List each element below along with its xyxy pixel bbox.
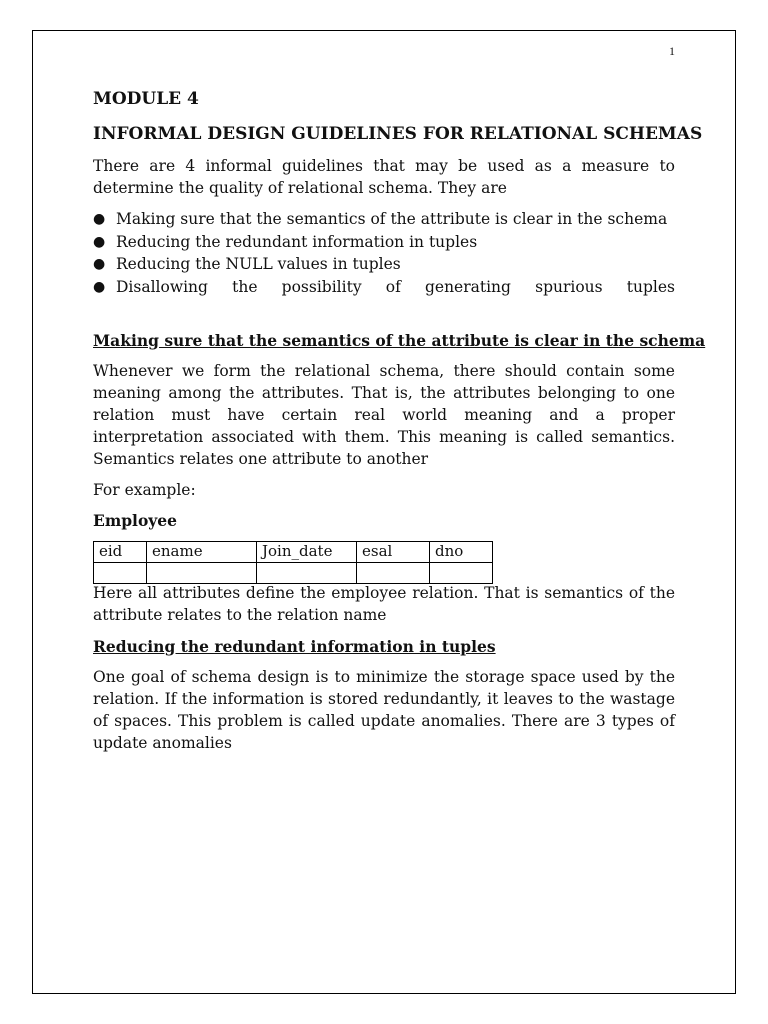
bullet-icon: ● (93, 233, 106, 250)
table-row (94, 542, 493, 563)
guidelines-list (93, 208, 675, 299)
table-cell (94, 563, 147, 584)
table-header-cell: esal (357, 542, 430, 563)
list-item (93, 276, 675, 299)
word: possibility (281, 278, 362, 297)
word: the (232, 278, 258, 297)
list-item (93, 231, 675, 254)
word: generating (424, 278, 511, 297)
table-header-cell: dno (430, 542, 493, 563)
intro-paragraph: There are 4 informal guidelines that may be used as a measure to determine the quality of relational schema. They are (93, 157, 675, 197)
word: spurious (535, 278, 603, 297)
semantics-paragraph: Whenever we form the relational schema, there should contain some meaning among the attributes. That is, the attributes belonging to one relation must have certain real world meaning and a proper interpretation associated with them. This meaning is called semantics. Semantics relates one attribute to another (93, 362, 675, 468)
example-label: For example: (93, 481, 196, 499)
page-number: 1 (669, 44, 675, 58)
employee-table (93, 541, 493, 584)
word: tuples (626, 278, 675, 297)
after-table-paragraph: Here all attributes define the employee relation. That is semantics of the attribute relates to the relation name (93, 584, 675, 624)
bullet-icon: ● (93, 256, 106, 273)
table-cell (257, 563, 357, 584)
word: Disallowing (116, 278, 208, 297)
module-title: MODULE 4 (93, 89, 199, 109)
word: of (385, 278, 401, 297)
relation-name: Employee (93, 511, 178, 530)
list-item (93, 253, 675, 276)
table-cell (357, 563, 430, 584)
table-row (94, 563, 493, 584)
redundancy-heading: Reducing the redundant information in tuples (93, 637, 496, 656)
table-header-cell: Join_date (257, 542, 357, 563)
bullet-icon: ● (93, 211, 106, 227)
table-cell (147, 563, 257, 584)
table-cell (430, 563, 493, 584)
guideline-text: Reducing the redundant information in tuples (116, 232, 478, 251)
semantics-heading: Making sure that the semantics of the attribute is clear in the schema (93, 331, 706, 350)
bullet-icon: ● (93, 279, 106, 296)
guideline-text: Making sure that the semantics of the attribute is clear in the schema (116, 210, 668, 228)
table-header-cell: eid (94, 542, 147, 563)
table-header-cell: ename (147, 542, 257, 563)
guideline-text-justified (116, 276, 675, 298)
guideline-text: Reducing the NULL values in tuples (116, 255, 401, 274)
redundancy-paragraph: One goal of schema design is to minimize the storage space used by the relation. If the information is stored redundantly, it leaves to the wastage of spaces. This problem is called update anomalies. There are 3 types of update anomalies (93, 668, 675, 752)
section-title: INFORMAL DESIGN GUIDELINES FOR RELATIONAL SCHEMAS (93, 124, 703, 144)
list-item (93, 208, 675, 231)
